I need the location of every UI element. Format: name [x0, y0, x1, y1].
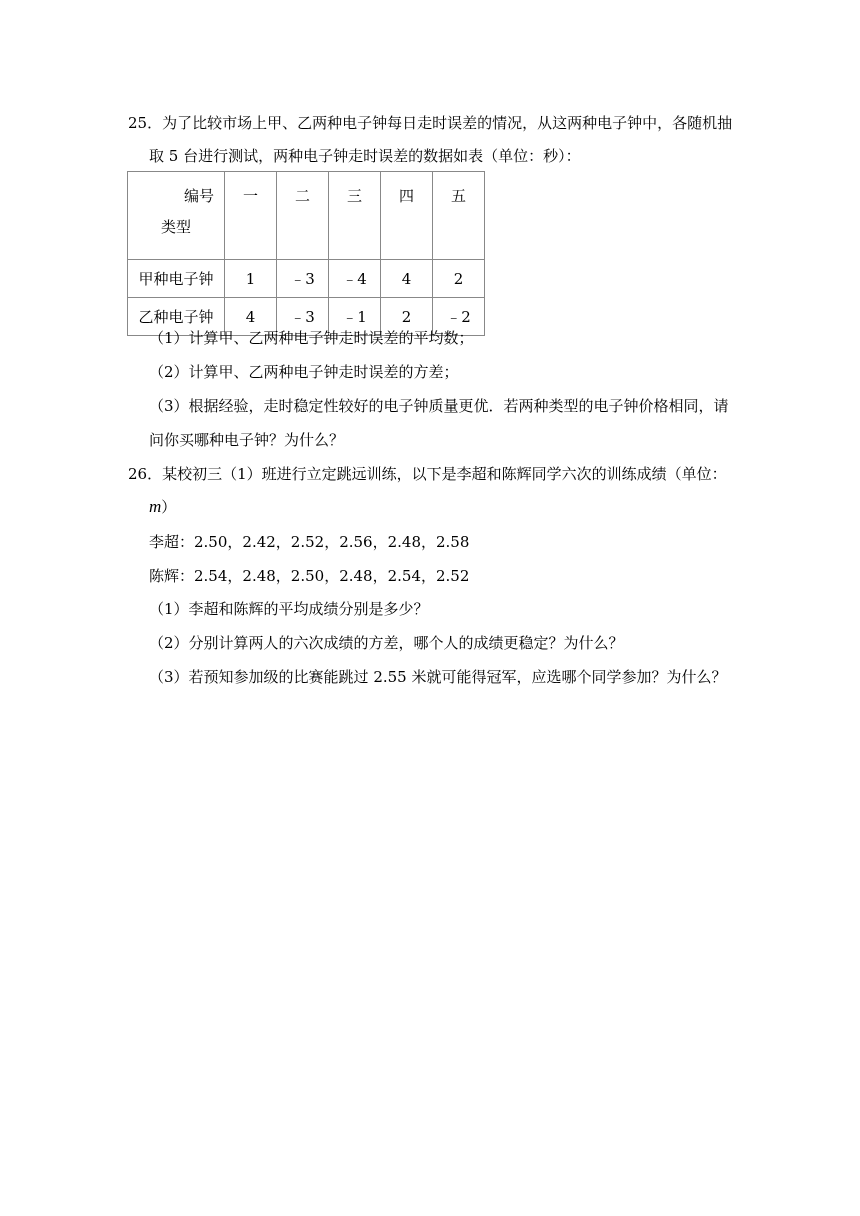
- li-chao-scores: 李超：2.50，2.42，2.52，2.56，2.48，2.58: [149, 533, 470, 551]
- table-row: [128, 260, 485, 298]
- q26-unit-line: [149, 497, 176, 517]
- column-header: 二: [277, 172, 329, 260]
- table-cell: ﹣4: [329, 260, 381, 298]
- table-cell: 2: [433, 260, 485, 298]
- table-cell: ﹣2: [433, 298, 485, 336]
- table-cell: 1: [225, 260, 277, 298]
- table-cell: ﹣1: [329, 298, 381, 336]
- header-type-label: 类型: [161, 218, 192, 236]
- column-header: 四: [381, 172, 433, 260]
- header-number-label: 编号: [184, 187, 215, 205]
- table-cell: 2: [381, 298, 433, 336]
- column-header: 五: [433, 172, 485, 260]
- q26-subquestion-3: （3）若预知参加级的比赛能跳过 2.55 米就可能得冠军，应选哪个同学参加？为什么？: [149, 668, 727, 686]
- q25-subquestion-1: （1）计算甲、乙两种电子钟走时误差的平均数；: [149, 329, 474, 347]
- error-data-table: [127, 171, 485, 336]
- q25-text-line2: 取 5 台进行测试，两种电子钟走时误差的数据如表（单位：秒）：: [149, 147, 581, 165]
- table-header-corner: [128, 172, 225, 260]
- q25-subquestion-2: （2）计算甲、乙两种电子钟走时误差的方差；: [149, 363, 459, 381]
- column-header: 一: [225, 172, 277, 260]
- table-cell: ﹣3: [277, 260, 329, 298]
- unit-close-paren: ）: [161, 498, 177, 516]
- table-cell: 4: [225, 298, 277, 336]
- row-label: 乙种电子钟: [128, 298, 225, 336]
- table-cell: 4: [381, 260, 433, 298]
- q25-subquestion-3-line2: 问你买哪种电子钟？为什么？: [149, 431, 345, 449]
- table-cell: ﹣3: [277, 298, 329, 336]
- unit-m: m: [149, 497, 162, 516]
- q25-text-line1: 25．为了比较市场上甲、乙两种电子钟每日走时误差的情况，从这两种电子钟中，各随机抽: [128, 114, 733, 132]
- q26-subquestion-1: （1）李超和陈辉的平均成绩分别是多少？: [149, 600, 429, 618]
- column-header: 三: [329, 172, 381, 260]
- q25-subquestion-3-line1: （3）根据经验，走时稳定性较好的电子钟质量更优．若两种类型的电子钟价格相同，请: [149, 397, 729, 415]
- q26-text-line1: 26．某校初三（1）班进行立定跳远训练，以下是李超和陈辉同学六次的训练成绩（单位：: [128, 465, 727, 483]
- row-label: 甲种电子钟: [128, 260, 225, 298]
- q26-subquestion-2: （2）分别计算两人的六次成绩的方差，哪个人的成绩更稳定？为什么？: [149, 634, 624, 652]
- chen-hui-scores: 陈辉：2.54，2.48，2.50，2.48，2.54，2.52: [149, 567, 470, 585]
